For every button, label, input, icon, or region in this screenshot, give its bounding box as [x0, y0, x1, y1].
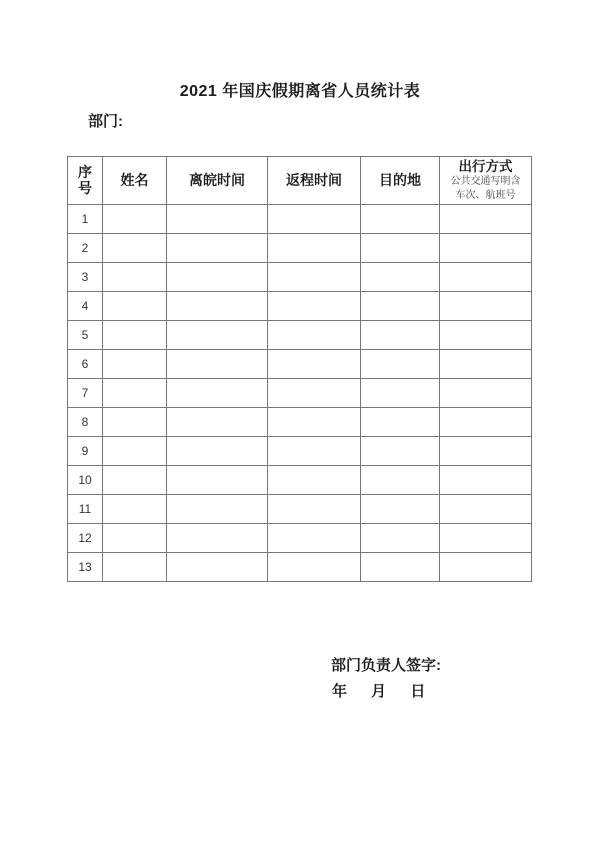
empty-cell-travel-mode: [440, 321, 532, 350]
empty-cell-departure-time: [167, 553, 268, 582]
empty-cell-destination: [361, 524, 440, 553]
empty-cell-return-time: [268, 234, 361, 263]
empty-cell-travel-mode: [440, 495, 532, 524]
empty-cell-destination: [361, 408, 440, 437]
table-body: [68, 205, 532, 582]
empty-cell-name: [103, 263, 167, 292]
row-number-cell: 3: [68, 263, 103, 292]
empty-cell-return-time: [268, 437, 361, 466]
table-row: [68, 495, 532, 524]
header-serial-number: [68, 157, 103, 205]
empty-cell-return-time: [268, 495, 361, 524]
table-row: [68, 553, 532, 582]
header-serial-number-label: 序号: [78, 164, 92, 197]
row-number-cell: 13: [68, 553, 103, 582]
table-row: [68, 321, 532, 350]
row-number-cell: 1: [68, 205, 103, 234]
empty-cell-destination: [361, 379, 440, 408]
empty-cell-name: [103, 379, 167, 408]
empty-cell-name: [103, 350, 167, 379]
date-label: 年 月 日: [332, 683, 426, 700]
empty-cell-travel-mode: [440, 524, 532, 553]
empty-cell-name: [103, 234, 167, 263]
empty-cell-name: [103, 524, 167, 553]
empty-cell-travel-mode: [440, 234, 532, 263]
empty-cell-travel-mode: [440, 292, 532, 321]
empty-cell-departure-time: [167, 437, 268, 466]
row-number-cell: 6: [68, 350, 103, 379]
empty-cell-travel-mode: [440, 263, 532, 292]
header-departure-time: 离皖时间: [167, 157, 268, 205]
empty-cell-destination: [361, 466, 440, 495]
empty-cell-return-time: [268, 292, 361, 321]
row-number-cell: 4: [68, 292, 103, 321]
table-row: [68, 437, 532, 466]
empty-cell-return-time: [268, 553, 361, 582]
header-travel-mode: [440, 157, 532, 205]
row-number-cell: 12: [68, 524, 103, 553]
empty-cell-return-time: [268, 408, 361, 437]
empty-cell-departure-time: [167, 205, 268, 234]
empty-cell-name: [103, 408, 167, 437]
row-number-cell: 9: [68, 437, 103, 466]
row-number-cell: 10: [68, 466, 103, 495]
empty-cell-departure-time: [167, 495, 268, 524]
empty-cell-return-time: [268, 350, 361, 379]
empty-cell-travel-mode: [440, 350, 532, 379]
empty-cell-travel-mode: [440, 205, 532, 234]
empty-cell-return-time: [268, 321, 361, 350]
empty-cell-name: [103, 292, 167, 321]
empty-cell-return-time: [268, 466, 361, 495]
empty-cell-travel-mode: [440, 437, 532, 466]
table-row: [68, 205, 532, 234]
document-title: 2021 年国庆假期离省人员统计表: [179, 83, 421, 100]
table-row: [68, 466, 532, 495]
empty-cell-return-time: [268, 524, 361, 553]
empty-cell-departure-time: [167, 292, 268, 321]
empty-cell-departure-time: [167, 408, 268, 437]
header-travel-mode-note-line2: 车次、航班号: [455, 189, 516, 201]
empty-cell-name: [103, 321, 167, 350]
empty-cell-destination: [361, 495, 440, 524]
empty-cell-departure-time: [167, 524, 268, 553]
personnel-table: [67, 156, 532, 582]
header-return-time: 返程时间: [268, 157, 361, 205]
empty-cell-name: [103, 205, 167, 234]
empty-cell-destination: [361, 553, 440, 582]
empty-cell-destination: [361, 350, 440, 379]
header-travel-mode-label: 出行方式: [458, 158, 513, 174]
table-header-row: [68, 157, 532, 205]
header-name: 姓名: [103, 157, 167, 205]
table-row: [68, 234, 532, 263]
empty-cell-travel-mode: [440, 466, 532, 495]
row-number-cell: 7: [68, 379, 103, 408]
table-row: [68, 524, 532, 553]
empty-cell-name: [103, 495, 167, 524]
empty-cell-departure-time: [167, 350, 268, 379]
department-label: 部门:: [88, 113, 123, 130]
table-row: [68, 350, 532, 379]
empty-cell-destination: [361, 437, 440, 466]
empty-cell-destination: [361, 263, 440, 292]
row-number-cell: 2: [68, 234, 103, 263]
signature-label: 部门负责人签字:: [331, 657, 441, 674]
empty-cell-departure-time: [167, 466, 268, 495]
row-number-cell: 5: [68, 321, 103, 350]
empty-cell-name: [103, 553, 167, 582]
empty-cell-destination: [361, 321, 440, 350]
row-number-cell: 11: [68, 495, 103, 524]
empty-cell-return-time: [268, 205, 361, 234]
table-row: [68, 292, 532, 321]
empty-cell-return-time: [268, 263, 361, 292]
table-row: [68, 379, 532, 408]
empty-cell-destination: [361, 292, 440, 321]
empty-cell-name: [103, 437, 167, 466]
empty-cell-travel-mode: [440, 379, 532, 408]
empty-cell-departure-time: [167, 379, 268, 408]
empty-cell-departure-time: [167, 321, 268, 350]
header-destination: 目的地: [361, 157, 440, 205]
header-travel-mode-note-line1: 公共交通写明含: [450, 176, 521, 188]
table-row: [68, 408, 532, 437]
empty-cell-travel-mode: [440, 408, 532, 437]
empty-cell-destination: [361, 205, 440, 234]
row-number-cell: 8: [68, 408, 103, 437]
empty-cell-name: [103, 466, 167, 495]
table-row: [68, 263, 532, 292]
empty-cell-departure-time: [167, 234, 268, 263]
empty-cell-departure-time: [167, 263, 268, 292]
empty-cell-return-time: [268, 379, 361, 408]
empty-cell-travel-mode: [440, 553, 532, 582]
empty-cell-destination: [361, 234, 440, 263]
